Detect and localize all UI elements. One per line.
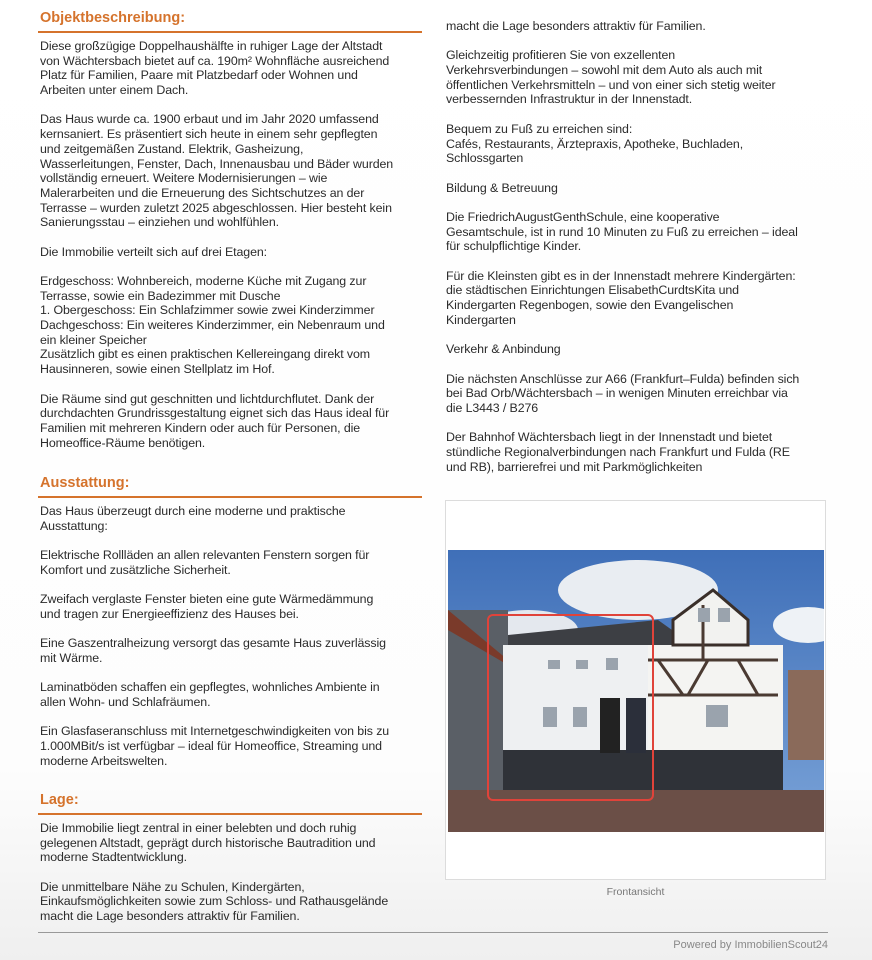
paragraph (40, 821, 422, 865)
text-line: Diese großzügige Doppelhaushälfte in ruhiger Lage der Altstadt (40, 39, 383, 53)
text-line: moderne Stadtentwicklung. (40, 850, 187, 865)
text-line: öffentlichen Verkehrsmitteln – und von einer sich stetig weiter (446, 77, 776, 92)
footer-divider (38, 932, 828, 933)
text-line: die L3443 / B276 (446, 400, 539, 415)
paragraph (40, 724, 422, 768)
section-objektbeschreibung (38, 10, 422, 450)
text-line: und zeitgemäßen Zustand. Elektrik, Gasheizung, (40, 141, 304, 156)
text-line: vollständig erneuert. Weitere Modernisierungen – wie (40, 171, 328, 186)
paragraph (40, 592, 422, 621)
paragraph (40, 112, 422, 230)
text-line: Hausinneren, sowie einen Stellplatz im Hof. (40, 362, 275, 377)
text-line: Dachgeschoss: Ein weiteres Kinderzimmer, ein Nebenraum und (40, 318, 385, 333)
text-line: verbessernden Infrastruktur in der Innenstadt. (446, 92, 693, 107)
text-line: Wasserleitungen, Fenster, Dach, Innenausbau und Bäder wurden (40, 156, 394, 171)
text-line: die städtischen Einrichtungen ElisabethCurdtsKita und (446, 283, 739, 298)
heading-rule (38, 31, 422, 33)
text-line: ein kleiner Speicher (40, 332, 147, 347)
paragraph-gap (38, 230, 422, 245)
text-line: Homeoffice-Räume benötigen. (40, 435, 206, 450)
image-caption: Frontansicht (606, 886, 665, 898)
paragraph (40, 548, 422, 577)
paragraph-gap (38, 865, 422, 880)
text-line: macht die Lage besonders attraktiv für Familien. (40, 909, 300, 924)
text-line: Komfort und zusätzliche Sicherheit. (40, 562, 231, 577)
text-line: für schulpflichtige Kinder. (446, 239, 582, 254)
text-line: Das Haus überzeugt durch eine moderne und praktische (40, 504, 346, 518)
text-line: Für die Kleinsten gibt es in der Innenstadt mehrere Kindergärten: (446, 268, 796, 283)
text-line: Die nächsten Anschlüsse zur A66 (Frankfurt–Fulda) befinden sich (446, 371, 800, 386)
text-line: Schlossgarten (446, 151, 524, 166)
text-line: Einkaufsmöglichkeiten sowie zum Schloss- und Rathausgelände (40, 894, 389, 909)
text-line: Sanierungsstau – einziehen und wohlfühlen. (40, 215, 279, 230)
text-line: Das Haus wurde ca. 1900 erbaut und im Jahr 2020 umfassend (40, 112, 379, 127)
text-line: Cafés, Restaurants, Ärztepraxis, Apotheke, Buchladen, (446, 136, 744, 151)
paragraph (446, 372, 828, 416)
text-line: Kindergarten (446, 312, 516, 327)
text-line: Malerarbeiten und die Erneuerung des Sichtschutzes an der (40, 185, 365, 200)
paragraph (40, 880, 422, 924)
paragraph (40, 39, 422, 98)
text-line: Die Immobilie verteilt sich auf drei Etagen: (40, 244, 267, 259)
paragraph (446, 430, 828, 474)
text-line: Die Räume sind gut geschnitten und lichtdurchflutet. Dank der (40, 391, 375, 406)
paragraph-gap (38, 377, 422, 392)
text-line: Bequem zu Fuß zu erreichen sind: (446, 121, 633, 136)
paragraph (446, 210, 828, 254)
section-heading: Lage: (40, 792, 79, 808)
text-line: Elektrische Rollläden an allen relevanten Fenstern sorgen für (40, 548, 370, 563)
text-line: Zweifach verglaste Fenster bieten eine gute Wärmedämmung (40, 592, 374, 607)
text-line: allen Wohn- und Schlafräumen. (40, 694, 211, 709)
text-line: und tragen zur Energieeffizienz des Hauses bei. (40, 606, 299, 621)
paragraph-gap (38, 533, 422, 548)
text-line: Arbeiten unter einem Dach. (40, 83, 189, 98)
text-line: Bildung & Betreuung (446, 180, 558, 195)
paragraph-gap (444, 357, 828, 372)
text-line: bei Bad Orb/Wächtersbach – in wenigen Minuten erreichbar via (446, 386, 788, 401)
paragraph-gap (444, 416, 828, 431)
text-line: Die Immobilie liegt zentral in einer belebten und doch ruhig (40, 821, 357, 835)
paragraph-gap (38, 98, 422, 113)
text-line: durchdachten Grundrissgestaltung eignet sich das Haus ideal für (40, 406, 390, 421)
text-line: Erdgeschoss: Wohnbereich, moderne Küche mit Zugang zur (40, 274, 367, 288)
section-ausstattung (38, 475, 422, 768)
text-line: macht die Lage besonders attraktiv für Familien. (446, 19, 706, 33)
text-line: mit Wärme. (40, 650, 103, 665)
paragraph (446, 19, 828, 34)
text-line: stündliche Regionalverbindungen nach Frankfurt und Fulda (RE (446, 444, 790, 459)
text-line: 1.000MBit/s ist verfügbar – ideal für Homeoffice, Streaming und (40, 739, 382, 753)
paragraph-gap (38, 666, 422, 681)
paragraph (40, 245, 422, 260)
paragraph (446, 181, 828, 196)
paragraph-gap (38, 710, 422, 725)
right-column-text (444, 19, 828, 474)
paragraph-gap (38, 622, 422, 637)
paragraph (40, 680, 422, 709)
text-line: Kindergarten Regenbogen, sowie den Evangelischen (446, 298, 734, 313)
text-line: Der Bahnhof Wächtersbach liegt in der Innenstadt und bietet (446, 430, 773, 445)
powered-by-label: Powered by ImmobilienScout24 (673, 939, 828, 951)
text-line: Gleichzeitig profitieren Sie von exzellenten (446, 48, 676, 63)
paragraph-gap (444, 166, 828, 181)
paragraph (40, 392, 422, 451)
text-line: Familien mit mehreren Kindern oder auch für Personen, die (40, 420, 361, 435)
paragraph-gap (444, 327, 828, 342)
text-line: Verkehrsverbindungen – sowohl mit dem Auto als auch mit (446, 63, 763, 78)
text-line: Gesamtschule, ist in rund 10 Minuten zu Fuß zu erreichen – ideal (446, 224, 798, 239)
text-line: Verkehr & Anbindung (446, 342, 561, 357)
paragraph-gap (444, 195, 828, 210)
text-line: Zusätzlich gibt es einen praktischen Kellereingang direkt vom (40, 347, 371, 362)
text-line: Terrasse, sowie ein Badezimmer mit Dusche (40, 288, 281, 303)
text-line: 1. Obergeschoss: Ein Schlafzimmer sowie zwei Kinderzimmer (40, 303, 375, 318)
text-line: Terrasse – wurden zuletzt 2025 abgeschlossen. Hier besteht kein (40, 200, 392, 215)
text-line: moderne Arbeitswelten. (40, 753, 168, 768)
heading-rule (38, 496, 422, 498)
text-line: Die FriedrichAugustGenthSchule, eine kooperative (446, 209, 720, 224)
house-front-photo[interactable] (448, 550, 824, 832)
paragraph-gap (444, 254, 828, 269)
text-line: Ein Glasfaseranschluss mit Internetgeschwindigkeiten von bis zu (40, 724, 390, 739)
paragraph-gap (444, 34, 828, 49)
text-line: Laminatböden schaffen ein gepflegtes, wohnliches Ambiente in (40, 680, 380, 695)
section-lage (38, 792, 422, 924)
section-heading: Ausstattung: (40, 475, 130, 491)
paragraph (446, 122, 828, 166)
paragraph-gap (444, 107, 828, 122)
paragraph-gap (38, 577, 422, 592)
heading-rule (38, 813, 422, 815)
text-line: gelegenen Altstadt, geprägt durch historische Bautradition und (40, 835, 376, 850)
paragraph (40, 504, 422, 533)
text-line: Ausstattung: (40, 518, 108, 533)
paragraph-gap (38, 259, 422, 274)
text-line: kernsaniert. Es präsentiert sich heute in einem sehr gepflegten (40, 127, 378, 142)
text-line: Die unmittelbare Nähe zu Schulen, Kindergärten, (40, 879, 305, 894)
text-line: und RB), barrierefrei und mit Parkmöglichkeiten (446, 459, 703, 474)
paragraph (446, 342, 828, 357)
paragraph (40, 636, 422, 665)
text-line: von Wächtersbach bietet auf ca. 190m² Wohnfläche ausreichend (40, 53, 390, 68)
section-heading: Objektbeschreibung: (40, 10, 186, 26)
text-line: Eine Gaszentralheizung versorgt das gesamte Haus zuverlässig (40, 636, 386, 651)
paragraph (446, 269, 828, 328)
text-line: Platz für Familien, Paare mit Platzbedarf oder Wohnen und (40, 68, 358, 83)
paragraph (446, 48, 828, 107)
paragraph (40, 274, 422, 377)
